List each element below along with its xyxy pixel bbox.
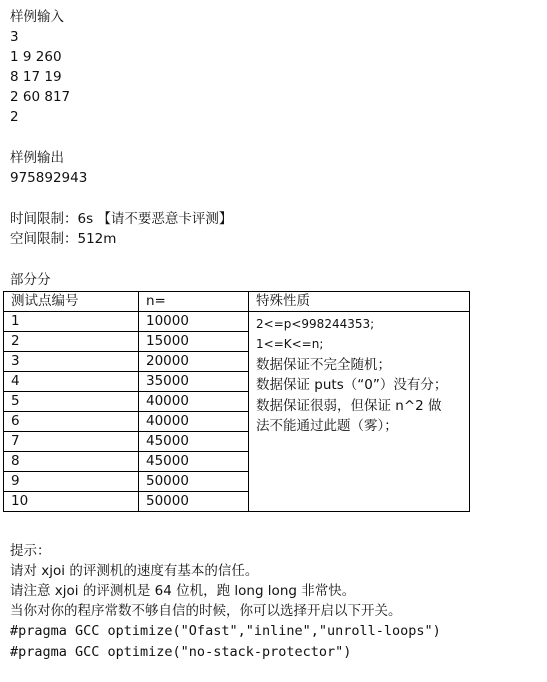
sample-output-line: 975892943 — [10, 170, 88, 186]
column-header-n: n= — [139, 292, 249, 312]
table-row — [4, 312, 470, 332]
cell-testcase: 3 — [4, 352, 139, 372]
hint-line: 请对 xjoi 的评测机的速度有基本的信任。 — [10, 563, 259, 579]
hint-line: 请注意 xjoi 的评测机是 64 位机，跑 long long 非常快。 — [10, 583, 356, 599]
cell-n: 45000 — [139, 432, 249, 452]
special-line: 数据保证 puts（“0”）没有分； — [256, 377, 448, 394]
code-line: #pragma GCC optimize("no-stack-protector") — [10, 644, 352, 660]
cell-testcase: 4 — [4, 372, 139, 392]
special-line: 1<=K<=n; — [256, 337, 324, 352]
special-line: 数据保证很弱，但保证 n^2 做 — [256, 397, 442, 414]
cell-n: 50000 — [139, 492, 249, 512]
column-header-testcase: 测试点编号 — [4, 292, 139, 312]
cell-n: 35000 — [139, 372, 249, 392]
partial-score-table — [3, 291, 470, 512]
code-line: #pragma GCC optimize("Ofast","inline","unroll-loops") — [10, 623, 441, 639]
cell-n: 50000 — [139, 472, 249, 492]
cell-testcase: 7 — [4, 432, 139, 452]
cell-n: 40000 — [139, 392, 249, 412]
cell-testcase: 1 — [4, 312, 139, 332]
cell-testcase: 5 — [4, 392, 139, 412]
cell-n: 20000 — [139, 352, 249, 372]
cell-testcase: 8 — [4, 452, 139, 472]
sample-input-line: 1 9 260 — [10, 49, 62, 65]
special-line: 2<=p<998244353; — [256, 317, 375, 331]
sample-input-line: 8 17 19 — [10, 69, 62, 85]
column-header-special: 特殊性质 — [249, 292, 470, 312]
cell-n: 15000 — [139, 332, 249, 352]
cell-special-properties — [249, 312, 470, 512]
special-line: 数据保证不完全随机； — [256, 356, 391, 373]
sample-input-line: 3 — [10, 29, 19, 45]
table-header-row — [4, 292, 470, 312]
sample-output-heading: 样例输出 — [10, 150, 64, 166]
cell-n: 45000 — [139, 452, 249, 472]
hints-heading: 提示： — [10, 543, 51, 559]
hint-line: 当你对你的程序常数不够自信的时候，你可以选择开启以下开关。 — [10, 603, 402, 619]
cell-n: 40000 — [139, 412, 249, 432]
cell-testcase: 6 — [4, 412, 139, 432]
cell-n: 10000 — [139, 312, 249, 332]
cell-testcase: 9 — [4, 472, 139, 492]
sample-input-line: 2 60 817 — [10, 89, 71, 105]
space-limit: 空间限制：512m — [10, 231, 117, 247]
cell-testcase: 10 — [4, 492, 139, 512]
time-limit: 时间限制：6s 【请不要恶意卡评测】 — [10, 211, 233, 227]
special-line: 法不能通过此题（雾）； — [256, 418, 398, 435]
sample-input-line: 2 — [10, 109, 19, 125]
sample-input-heading: 样例输入 — [10, 9, 64, 25]
cell-testcase: 2 — [4, 332, 139, 352]
partial-score-heading: 部分分 — [10, 272, 51, 288]
